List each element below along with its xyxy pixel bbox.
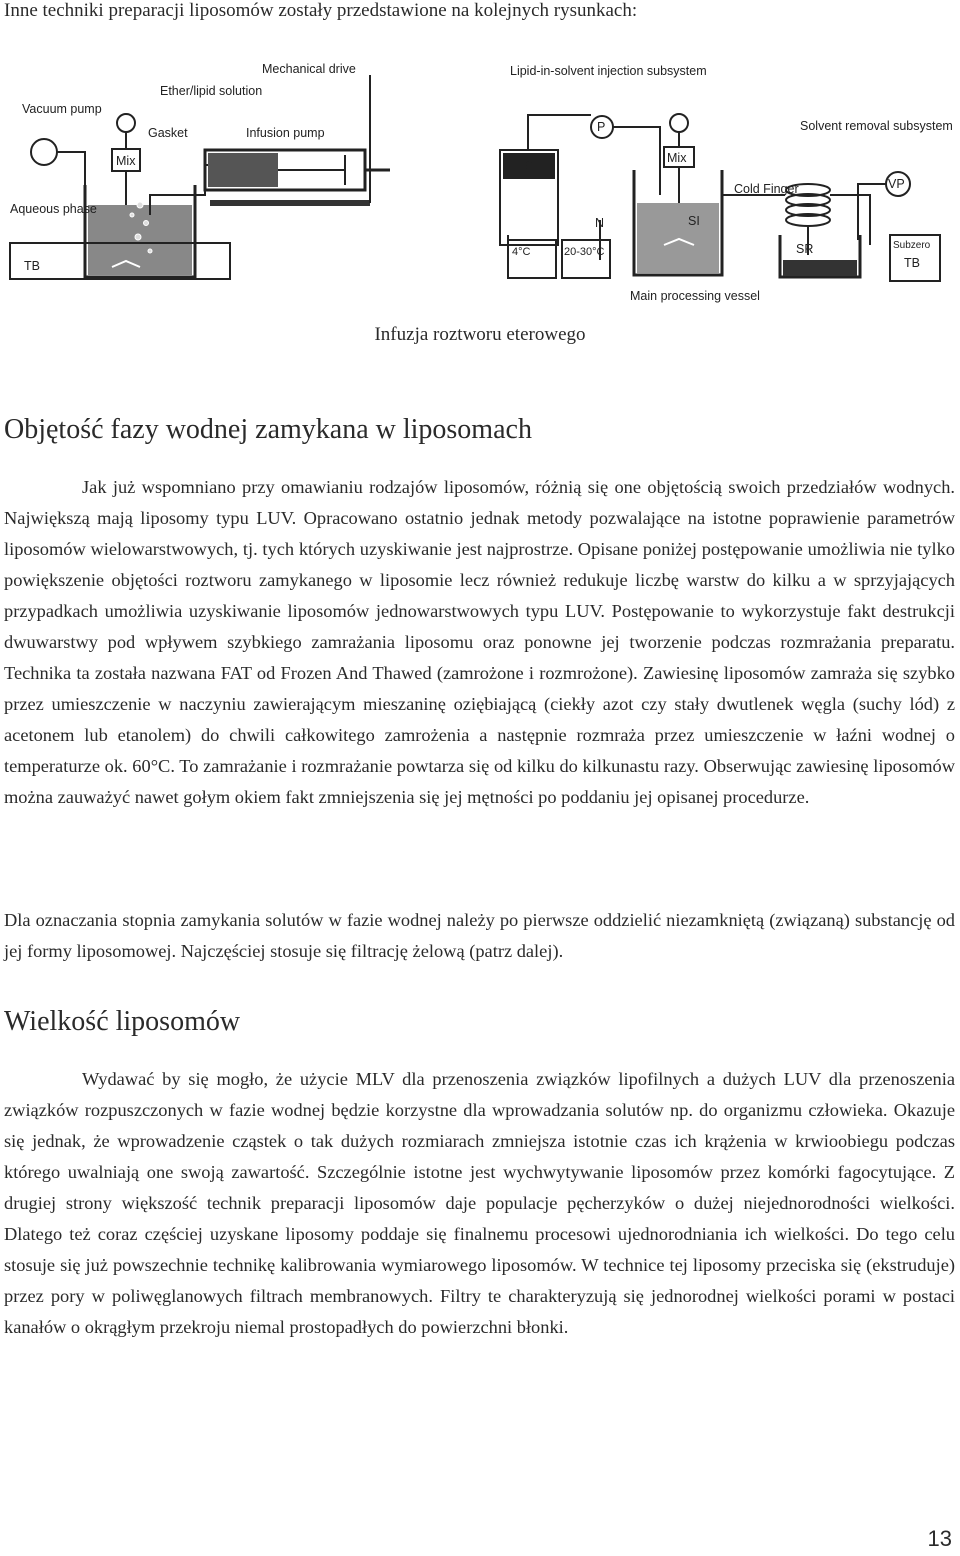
label-si: SI [688, 214, 700, 228]
label-tb-left: TB [24, 259, 40, 273]
label-sr: SR [796, 242, 814, 256]
apparatus-diagram [0, 55, 960, 325]
paragraph-fat-technique: Jak już wspomniano przy omawianiu rodzajów liposomów, różnią się one objętością swoich przedziałów wodnych. Największą mają liposomy typu LUV. Opracowano ostatnio jednak metody pozwalające na istotne poprawienie parametrów liposomów wielowarstwowych, tj. tych których uzyskiwanie jest najprostrze. Opisane poniżej postępowanie umożliwia nie tylko powiększenie objętości roztworu zamykanego w liposomie lecz również redukuje liczbę warstw do kilku a w sprzyjających przypadkach umożliwia uzyskiwanie liposomów jednowarstwowych typu LUV. Postępowanie to wykorzystuje fakt destrukcji dwuwarstwy pod wpływem szybkiego zamrażania liposomu oraz ponowne jej tworzenie podczas rozmrażania preparatu. Technika ta została nazwana FAT od Frozen And Thawed (zamrożone i rozmrożone). Zawiesinę liposomów zamraża się szybko przez umieszczenie w naczyniu zawierającym mieszaninę oziębiającą (ciekły azot czy stały dwutlenek węgla (suchy lód) z acetonem lub etanolem) do chwili całkowitego zamrożenia a następnie rozmraża przez umieszczenie w łaźni wodnej o temperaturze ok. 60°C. To zamrażanie i rozmrażanie powtarza się od kilku do kilkunastu razy. Obserwując zawiesinę liposomów można zauważyć nawet gołym okiem fakt zmniejszenia się jej mętności po poddaniu jej opisanej procedurze. [4, 477, 955, 807]
label-mix-left: Mix [116, 154, 136, 168]
label-aqueous-phase: Aqueous phase [10, 202, 97, 216]
section-heading-aqueous-volume: Objętość fazy wodnej zamykana w liposomach [4, 414, 532, 445]
label-infusion-pump: Infusion pump [246, 126, 325, 140]
label-temp-4c: 4°C [512, 246, 531, 258]
page-number: 13 [927, 1526, 952, 1551]
label-subzero: Subzero [893, 240, 931, 251]
label-temp-20-30c: 20-30°C [564, 246, 605, 258]
figure-caption-text: Infuzja roztworu eterowego [374, 324, 586, 345]
figure-apparatus-diagrams [0, 55, 960, 325]
label-pump-p: P [597, 120, 606, 134]
label-mechanical-drive: Mechanical drive [262, 62, 356, 76]
label-s: S [524, 159, 533, 173]
paragraph-liposome-size: Wydawać by się mogło, że użycie MLV dla przenoszenia związków lipofilnych a dużych LUV dla przenoszenia związków rozpuszczonych w fazie wodnej będzie korzystne dla wprowadzania solutów np. do organizmu człowieka. Okazuje się jednak, że wprowadzenie cząstek o tak dużych rozmiarach zmniejsza istotnie czas ich krążenia w krwioobiegu podczas którego uwalniają one swoją zawartość. Szczególnie istotne jest wychwytywanie liposomów przez komórki fagocytujące. Z drugiej strony większość technik preparacji liposomów daje populacje pęcherzyków o dużej niejednorodności wielkości. Dlatego też coraz częściej uzyskane liposomy poddaje się finalnemu procesowi ujednorodniania ich wielkości. Do tego celu stosuje się już powszechnie technikę kalibrowania wymiarowego liposomów. W technice tej liposomy przeciska się (ekstruduje) przez pory w poliwęglanowych filtrach membranowych. Filtry te charakteryzują się jednorodnej wielkości porami w postaci kanałów o okrągłym przekroju niemal prostopadłych do powierzchni błonki. [4, 1069, 955, 1337]
label-mix-right: Mix [667, 151, 687, 165]
vacuum-pump-icon [31, 139, 57, 165]
label-cold-finger: Cold Finger [734, 182, 799, 196]
label-vp: VP [888, 177, 905, 191]
label-gasket: Gasket [148, 126, 188, 140]
section-heading-liposome-size: Wielkość liposomów [4, 1006, 241, 1037]
figure-caption [0, 324, 960, 346]
label-n: N [595, 216, 605, 230]
label-vacuum-pump: Vacuum pump [22, 102, 102, 116]
label-lipid-injection: Lipid-in-solvent injection subsystem [510, 64, 707, 78]
label-solvent-removal: Solvent removal subsystem [800, 119, 953, 133]
label-main-vessel: Main processing vessel [630, 289, 760, 303]
label-ether-lipid: Ether/lipid solution [160, 84, 263, 98]
label-tb-right: TB [904, 256, 920, 270]
intro-text: Inne techniki preparacji liposomów zostały przedstawione na kolejnych rysunkach: [4, 0, 638, 21]
paragraph-encapsulation: Dla oznaczania stopnia zamykania solutów w fazie wodnej należy po pierwsze oddzielić niezamkniętą (związaną) substancję od jej formy liposomowej. Najczęściej stosuje się filtrację żelową (patrz dalej). [4, 910, 955, 961]
